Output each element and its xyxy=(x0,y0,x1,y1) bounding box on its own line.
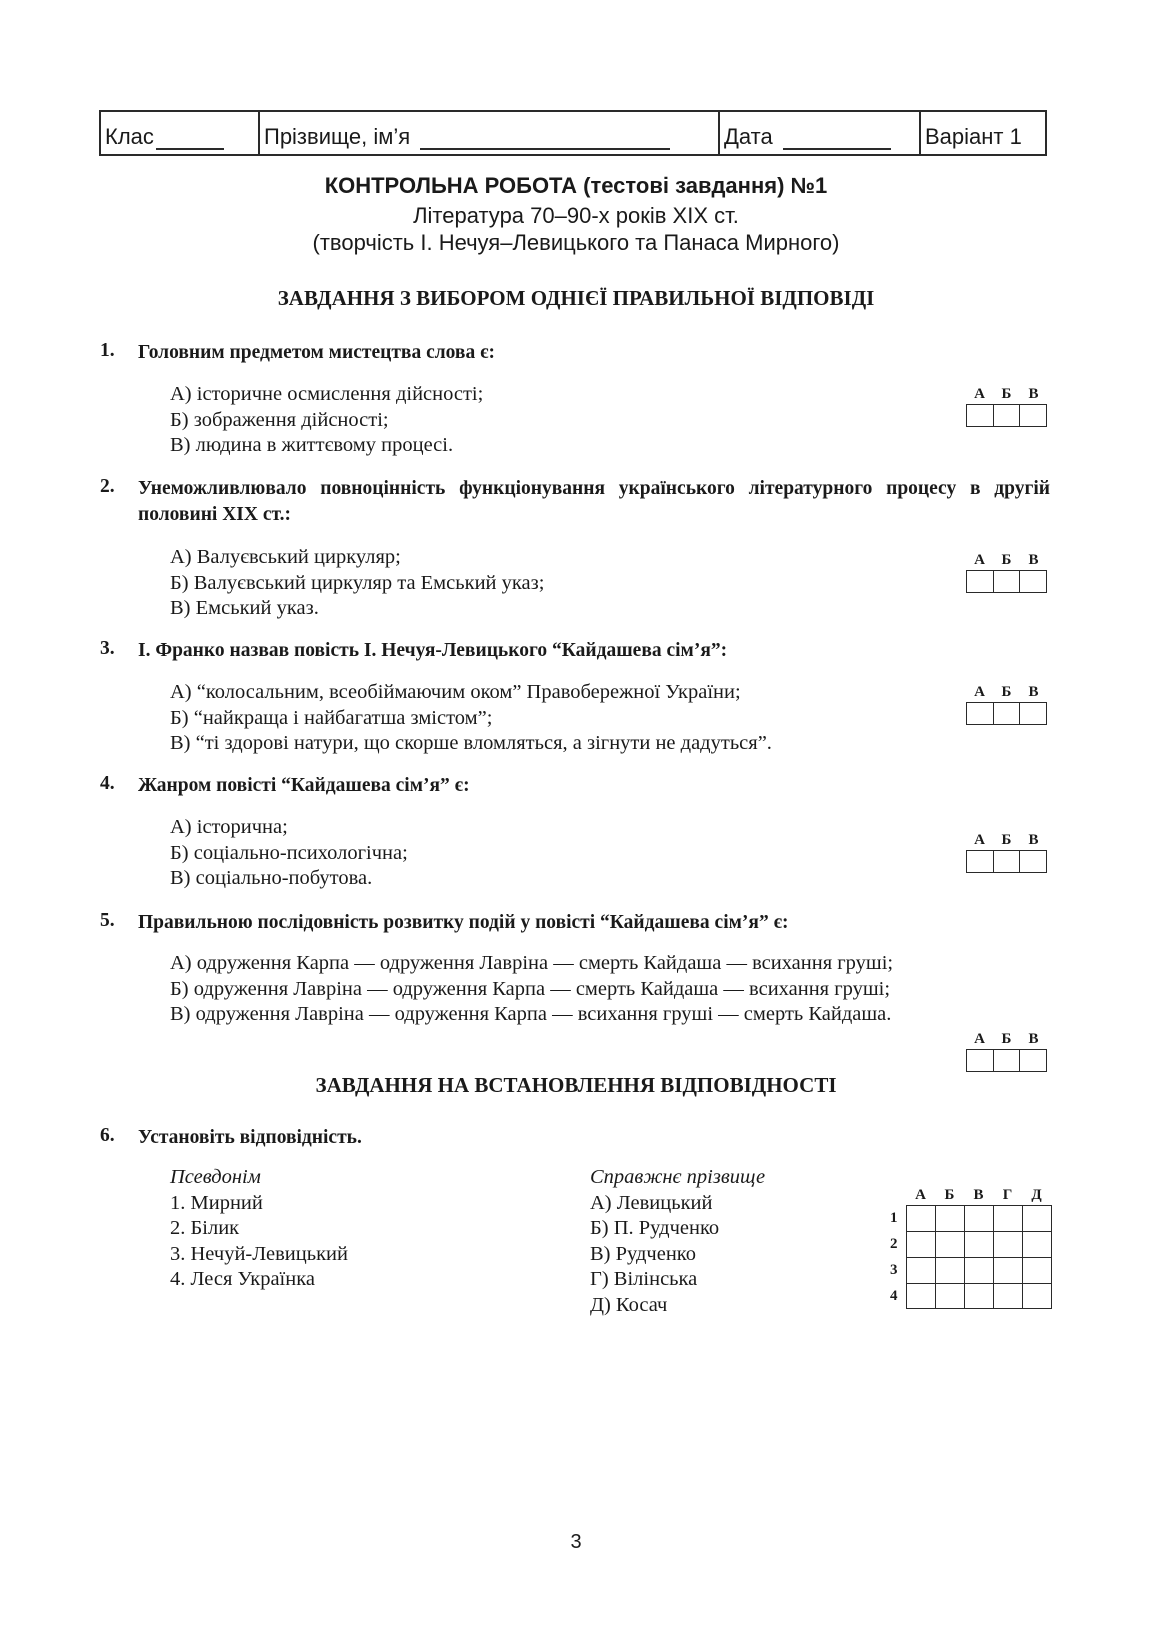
col-a: А xyxy=(974,552,985,568)
answer-cell[interactable] xyxy=(907,1205,936,1231)
answer-cell[interactable] xyxy=(994,1257,1023,1283)
answer-cell[interactable] xyxy=(967,851,994,872)
answer-cell[interactable] xyxy=(965,1205,994,1231)
col-a: А xyxy=(915,1187,926,1203)
option-c: В) соціально-побутова. xyxy=(170,867,373,889)
question-1-options xyxy=(170,382,483,459)
grid-row xyxy=(890,1231,1052,1257)
answer-cell[interactable] xyxy=(965,1257,994,1283)
answer-cell[interactable] xyxy=(994,1231,1023,1257)
col-a: А xyxy=(974,1031,985,1047)
answer-cell[interactable] xyxy=(1020,571,1046,592)
col-c: В xyxy=(1028,684,1039,700)
col-b: Б xyxy=(944,1187,955,1203)
answer-cell[interactable] xyxy=(907,1283,936,1309)
option-b: Б) зображення дійсності; xyxy=(170,408,389,431)
col-c: В xyxy=(1028,832,1039,848)
answer-grid-1 xyxy=(966,386,1047,427)
question-text: Установіть відповідність. xyxy=(138,1127,362,1148)
question-2 xyxy=(100,476,1050,530)
option-a: А) історичне осмислення дійсності; xyxy=(170,383,484,405)
pseudonym-column xyxy=(170,1165,348,1293)
surname-item: Г) Вілінська xyxy=(590,1268,698,1290)
option-b: Б) соціально-психологічна; xyxy=(170,841,408,864)
answer-cell[interactable] xyxy=(965,1283,994,1309)
col-b: Б xyxy=(1001,1031,1012,1047)
option-b: Б) Валуєвський циркуляр та Емський указ; xyxy=(170,571,545,594)
pseudonym-item: 3. Нечуй-Левицький xyxy=(170,1242,348,1265)
answer-grid-5 xyxy=(966,1031,1047,1072)
name-label: Прізвище, ім’я xyxy=(264,124,411,149)
answer-cell[interactable] xyxy=(965,1231,994,1257)
row-label: 4 xyxy=(890,1288,898,1304)
answer-cell[interactable] xyxy=(1020,405,1046,426)
col-d: Г xyxy=(1002,1187,1013,1203)
answer-cell[interactable] xyxy=(936,1205,965,1231)
answer-cell[interactable] xyxy=(1023,1231,1052,1257)
answer-cell[interactable] xyxy=(907,1231,936,1257)
surname-item: Б) П. Рудченко xyxy=(590,1217,720,1239)
col-a: А xyxy=(974,386,985,402)
answer-cell[interactable] xyxy=(994,405,1021,426)
question-text: Жанром повісті “Кайдашева сім’я” є: xyxy=(138,775,470,796)
question-text: І. Франко назвав повість І. Нечуя-Левицького “Кайдашева сім’я”: xyxy=(138,640,728,661)
question-2-options xyxy=(170,545,544,622)
answer-cell[interactable] xyxy=(936,1231,965,1257)
col-b: Б xyxy=(1001,832,1012,848)
page-number: 3 xyxy=(570,1531,582,1553)
answer-cell[interactable] xyxy=(994,1205,1023,1231)
date-blank xyxy=(783,147,891,150)
question-number: 6. xyxy=(100,1125,115,1146)
answer-cell[interactable] xyxy=(936,1283,965,1309)
section-heading-matching: ЗАВДАННЯ НА ВСТАНОВЛЕННЯ ВІДПОВІДНОСТІ xyxy=(315,1073,837,1097)
page-subtitle-2: (творчість І. Нечуя–Левицького та Панаса Мирного) xyxy=(312,230,840,255)
option-a: А) одруження Карпа — одруження Лавріна — смерть Кайдаша — всихання груші; xyxy=(170,952,894,974)
grid-row xyxy=(890,1257,1052,1283)
pseudonym-item: 4. Леся Українка xyxy=(170,1268,315,1290)
answer-cell[interactable] xyxy=(1023,1205,1052,1231)
col-b: Б xyxy=(1001,684,1012,700)
answer-grid-3 xyxy=(966,684,1047,725)
row-label: 1 xyxy=(890,1210,898,1226)
surname-item: А) Левицький xyxy=(590,1191,713,1214)
answer-grid-6 xyxy=(890,1187,1052,1309)
col-b: Б xyxy=(1001,386,1012,402)
answer-cell[interactable] xyxy=(1020,851,1046,872)
question-text: Правильною послідовність розвитку подій у повісті “Кайдашева сім’я” є: xyxy=(138,912,789,933)
col-c: В xyxy=(1028,552,1039,568)
answer-grid-2 xyxy=(966,552,1047,593)
header-table xyxy=(99,110,1047,156)
question-number: 4. xyxy=(100,773,115,794)
option-c: В) Емський указ. xyxy=(170,597,319,619)
answer-cell[interactable] xyxy=(967,703,994,724)
answer-cell[interactable] xyxy=(967,405,994,426)
date-cell[interactable] xyxy=(720,112,921,154)
option-c: В) одруження Лавріна — одруження Карпа — всихання груші — смерть Кайдаша. xyxy=(170,1003,892,1025)
question-4-options xyxy=(170,815,408,892)
answer-cell[interactable] xyxy=(1020,1050,1046,1071)
answer-cell[interactable] xyxy=(994,851,1021,872)
variant-label: Варіант 1 xyxy=(925,124,1022,149)
answer-cell[interactable] xyxy=(994,703,1021,724)
answer-cell[interactable] xyxy=(967,1050,994,1071)
col-b: Б xyxy=(1001,552,1012,568)
option-b: Б) “найкраща і найбагатша змістом”; xyxy=(170,706,493,729)
pseudonym-heading: Псевдонім xyxy=(170,1166,261,1188)
question-number: 2. xyxy=(100,476,115,497)
option-b: Б) одруження Лавріна — одруження Карпа — смерть Кайдаша — всихання груші; xyxy=(170,977,891,1000)
answer-cell[interactable] xyxy=(1020,703,1046,724)
col-c: В xyxy=(973,1187,984,1203)
page-subtitle: Література 70–90-х років XIX ст. xyxy=(413,203,739,228)
date-label: Дата xyxy=(724,124,773,149)
question-text: Унеможливлювало повноцінність функціонування українського літературного процесу в другій половині XIX ст.: xyxy=(138,478,1050,525)
question-number: 5. xyxy=(100,910,115,931)
class-blank xyxy=(156,147,224,150)
col-a: А xyxy=(974,684,985,700)
class-label: Клас xyxy=(105,124,154,149)
section-heading-single-choice: ЗАВДАННЯ З ВИБОРОМ ОДНІЄЇ ПРАВИЛЬНОЇ ВІДПОВІДІ xyxy=(277,286,875,310)
option-a: А) “колосальним, всеобіймаючим оком” Правобережної України; xyxy=(170,681,741,703)
answer-cell[interactable] xyxy=(994,571,1021,592)
answer-cell[interactable] xyxy=(907,1257,936,1283)
grid-row xyxy=(890,1205,1052,1231)
col-c: В xyxy=(1028,386,1039,402)
name-blank xyxy=(420,147,670,150)
question-number: 3. xyxy=(100,638,115,659)
question-1 xyxy=(100,340,1050,368)
question-5-options xyxy=(170,951,893,1028)
pseudonym-item: 1. Мирний xyxy=(170,1191,263,1214)
surname-item: Д) Косач xyxy=(590,1293,668,1316)
surname-heading: Справжнє прізвище xyxy=(590,1166,766,1188)
surname-column xyxy=(590,1165,765,1318)
col-e: Д xyxy=(1031,1187,1042,1203)
row-label: 2 xyxy=(890,1236,898,1252)
answer-cell[interactable] xyxy=(1023,1257,1052,1283)
answer-cell[interactable] xyxy=(994,1283,1023,1309)
option-a: А) історична; xyxy=(170,816,288,838)
option-a: А) Валуєвський циркуляр; xyxy=(170,546,401,568)
answer-cell[interactable] xyxy=(1023,1283,1052,1309)
answer-cell[interactable] xyxy=(936,1257,965,1283)
row-label: 3 xyxy=(890,1262,898,1278)
question-5 xyxy=(100,910,1050,938)
answer-grid-4 xyxy=(966,832,1047,873)
surname-item: В) Рудченко xyxy=(590,1242,696,1265)
answer-cell[interactable] xyxy=(967,571,994,592)
grid-row xyxy=(890,1283,1052,1309)
question-text: Головним предметом мистецтва слова є: xyxy=(138,342,495,363)
answer-cell[interactable] xyxy=(994,1050,1021,1071)
question-4 xyxy=(100,773,1050,801)
question-3-options xyxy=(170,680,772,757)
question-3 xyxy=(100,638,1050,666)
col-c: В xyxy=(1028,1031,1039,1047)
class-cell[interactable] xyxy=(101,112,260,154)
question-number: 1. xyxy=(100,340,115,361)
pseudonym-item: 2. Білик xyxy=(170,1217,240,1239)
page-title: КОНТРОЛЬНА РОБОТА (тестові завдання) №1 xyxy=(324,173,828,198)
name-cell[interactable] xyxy=(260,112,720,154)
col-a: А xyxy=(974,832,985,848)
question-6 xyxy=(100,1125,1050,1153)
option-c: В) людина в життєвому процесі. xyxy=(170,434,454,456)
option-c: В) “ті здорові натури, що скорше вломляться, а зігнути не дадуться”. xyxy=(170,732,772,754)
variant-cell xyxy=(921,112,1045,154)
